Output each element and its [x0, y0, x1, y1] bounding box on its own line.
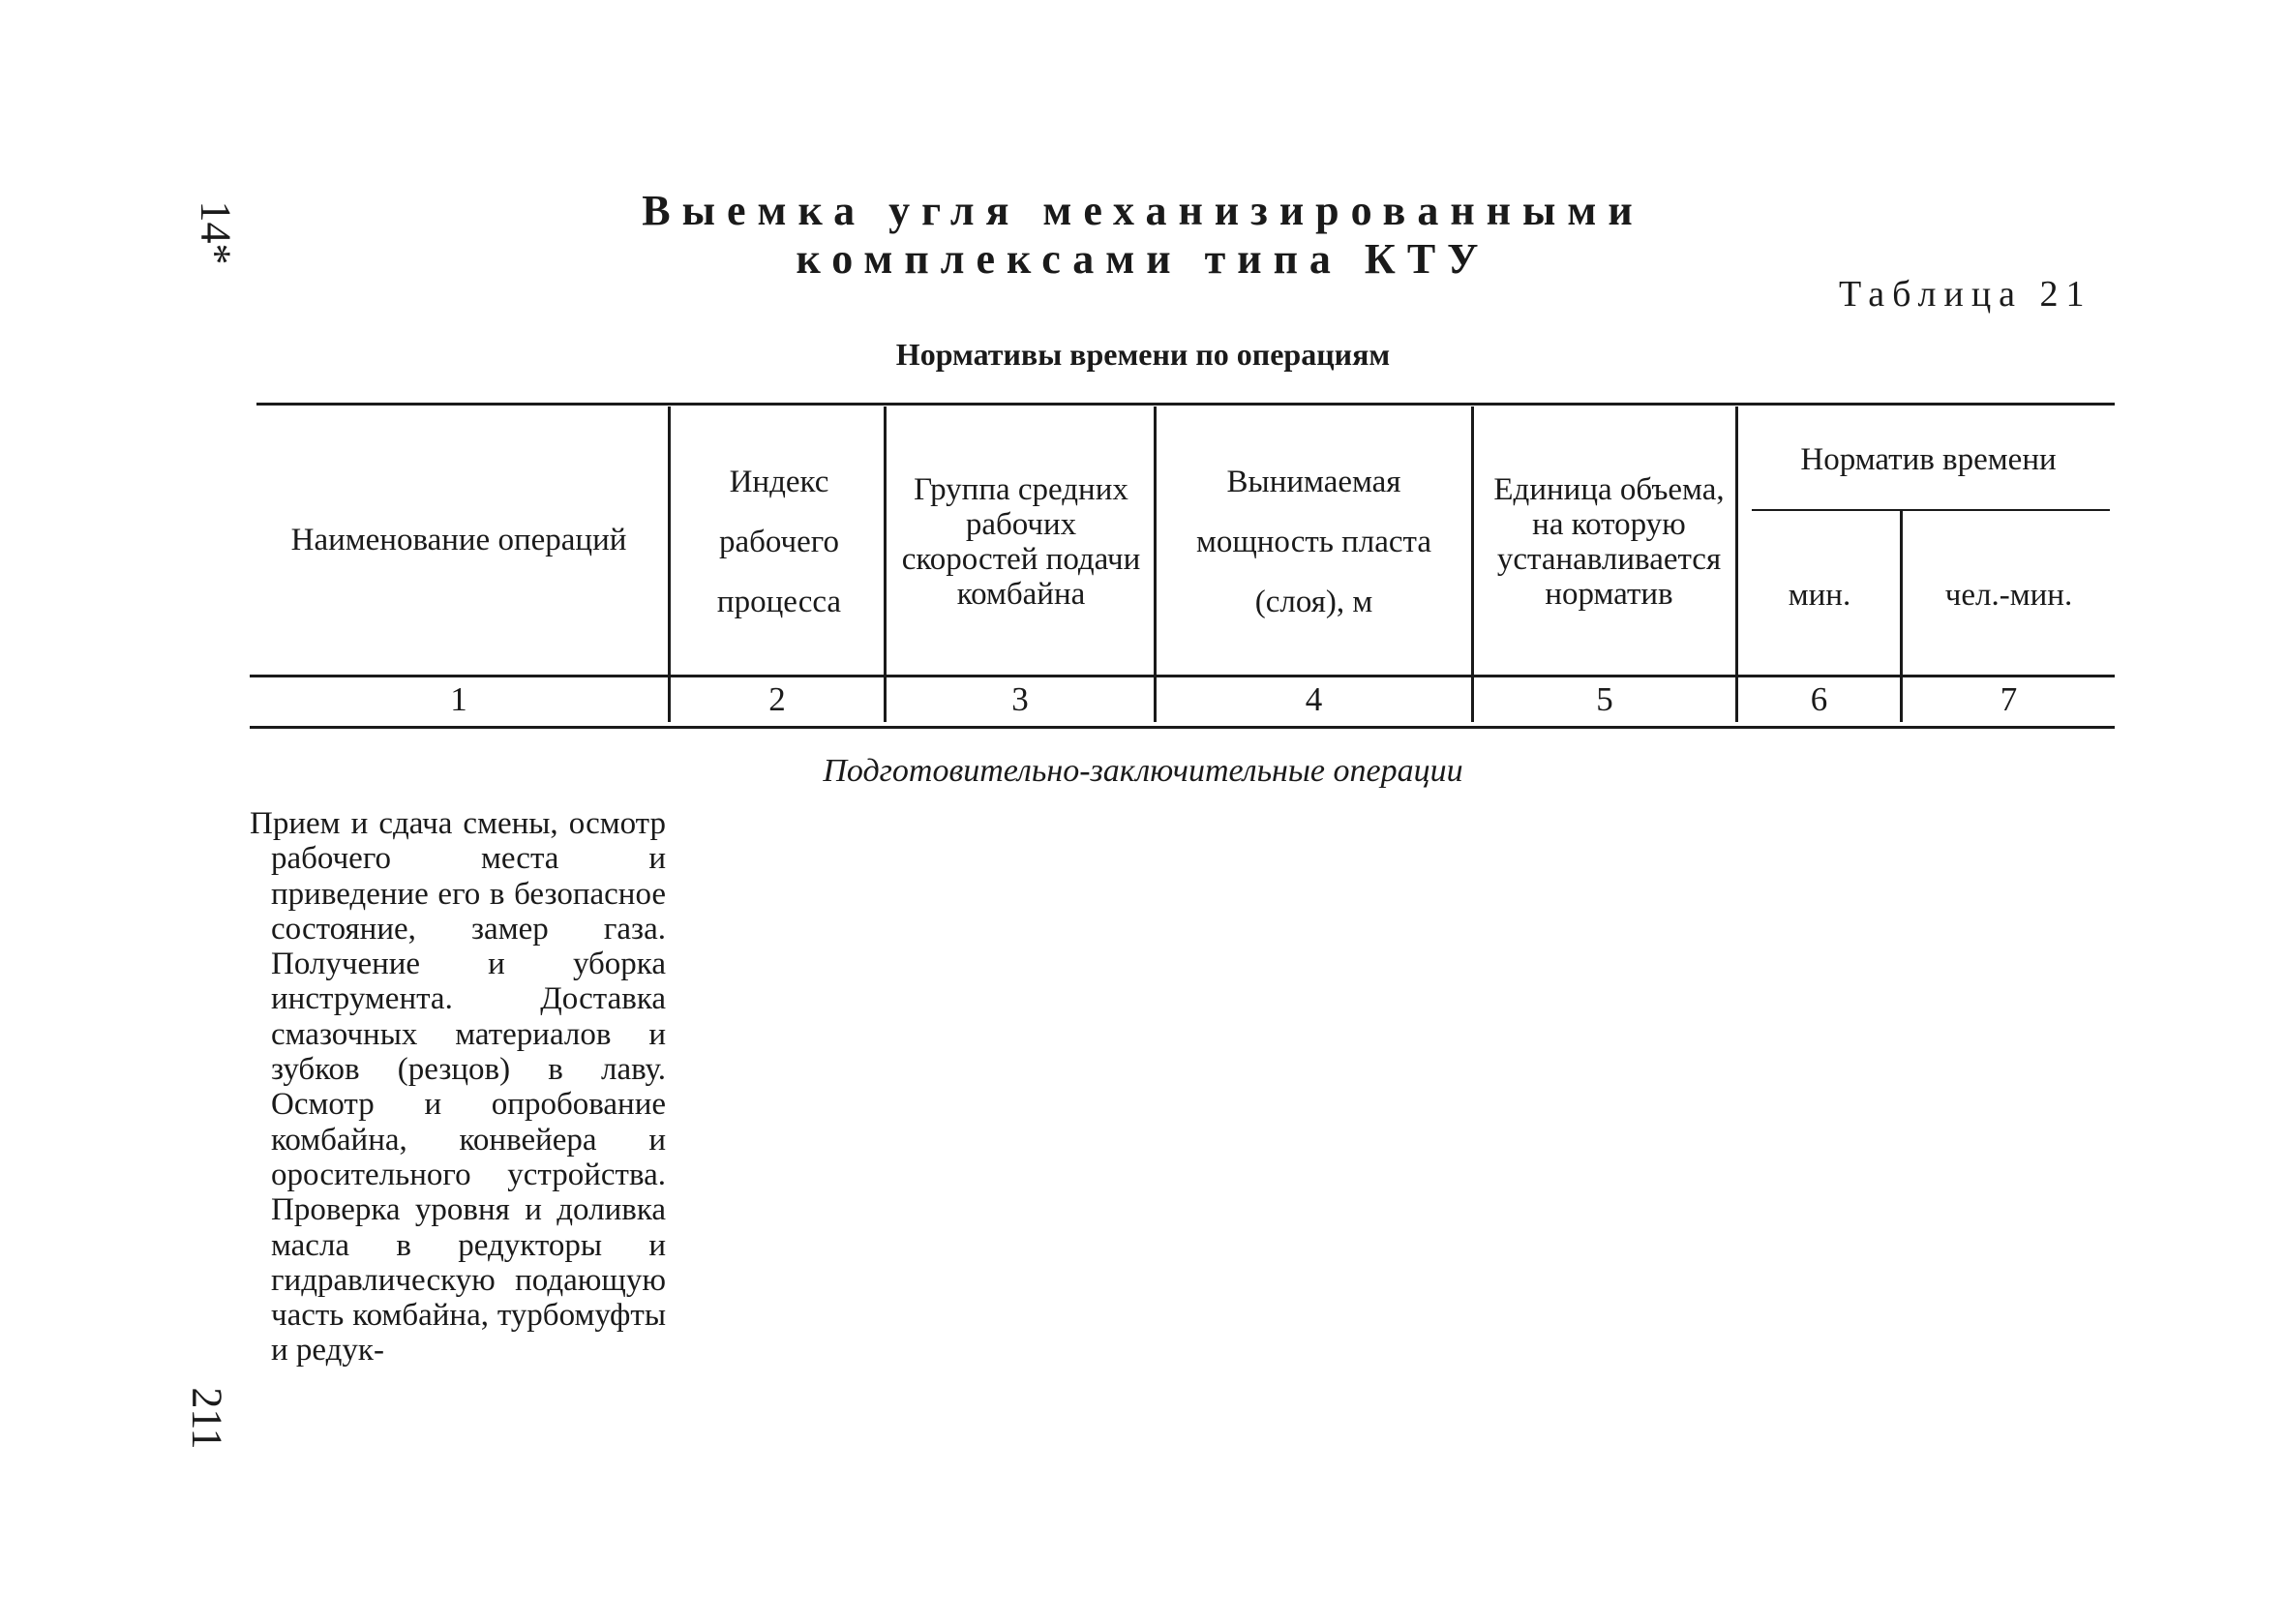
page-mark-top: 14*: [192, 200, 240, 265]
col-divider: [1154, 406, 1157, 722]
header-volume-unit: Единица объема, на которую устанавливается норматив: [1493, 472, 1725, 612]
norm-group-rule: [1752, 509, 2110, 511]
table-top-rule: [256, 403, 2115, 406]
operation-description: Прием и сдача смены, осмотр рабочего места и приведение его в безопасное состояние, замер газа. Получение и уборка инструмента. Доставка смазочных материалов и зубков (резцов) в лаву. Осмотр и опробование комбайна, конвейера и оросительного устройства. Проверка уровня и доливка масла в редукторы и гидравлическую подающую часть комбайна, турбомуфты и редук-: [250, 806, 666, 1368]
header-bottom-rule: [250, 675, 2115, 677]
col-divider: [884, 406, 887, 722]
header-operation-name: Наименование операций: [290, 523, 627, 557]
table-subtitle: Нормативы времени по операциям: [895, 337, 1391, 372]
header-minutes: мин.: [1788, 578, 1851, 613]
col-divider: [1471, 406, 1474, 722]
column-number: 6: [1810, 680, 1828, 718]
col-divider: [668, 406, 671, 722]
header-speed-group: Группа средних рабочих скоростей подачи комбайна: [901, 472, 1141, 612]
header-time-norm: Норматив времени: [1800, 442, 2057, 477]
column-number: 4: [1305, 680, 1323, 718]
header-seam-thickness: Вынимаемая мощность пласта (слоя), м: [1195, 465, 1432, 619]
column-number: 5: [1596, 680, 1613, 718]
page-title-line1: Выемка угля механизированными: [642, 187, 1644, 234]
column-number: 3: [1011, 680, 1029, 718]
header-process-index: Индекс рабочего процесса: [716, 465, 842, 619]
column-number: 7: [2000, 680, 2018, 718]
table-number-row-rule: [250, 726, 2115, 729]
page-title-line2: комплексами типа КТУ: [796, 235, 1490, 283]
page-number: 211: [183, 1387, 231, 1450]
table-label: Таблица 21: [1839, 274, 2092, 315]
header-man-minutes: чел.-мин.: [1944, 578, 2073, 613]
section-heading: Подготовительно-заключительные операции: [823, 753, 1463, 789]
column-number: 2: [768, 680, 786, 718]
column-number: 1: [450, 680, 467, 718]
col-divider: [1735, 406, 1738, 722]
